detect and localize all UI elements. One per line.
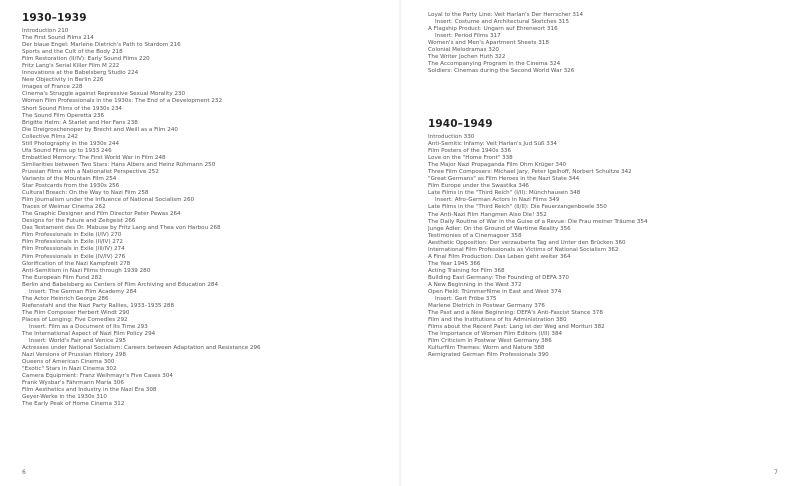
toc-entry: Marlene Dietrich in Postwar Germany 376 (428, 303, 545, 310)
toc-entry: Actresses under National Socialism: Careers between Adaptation and Resistance 296 (22, 345, 261, 352)
toc-entry: The Writer Jochen Huth 322 (428, 54, 506, 61)
toc-entry: The Year 1945 366 (428, 260, 481, 267)
toc-entry: Fritz Lang's Serial Killer Film M 222 (22, 63, 120, 70)
toc-list-1930s (22, 28, 382, 409)
right-toc-continuation (428, 12, 788, 75)
right-page (400, 0, 800, 486)
toc-list-1930s-continued (428, 12, 788, 75)
toc-entry: Soldiers: Cinemas during the Second World War 326 (428, 68, 575, 75)
toc-entry: Junge Adler: On the Ground of Wartime Reality 356 (428, 225, 571, 232)
toc-entry: The First Sound Films 214 (22, 35, 94, 42)
toc-entry: The Major Nazi Propaganda Film Ohm Krüger 340 (428, 162, 567, 169)
right-toc-column (428, 118, 788, 360)
toc-entry: A Flagship Product: Ungarn auf Ehrenwort 316 (428, 26, 558, 33)
toc-entry: Film Europe under the Swastika 346 (428, 183, 529, 190)
toc-entry: Loyal to the Party Line: Veit Harlan's Der Herrscher 314 (428, 12, 584, 18)
toc-entry: Aesthetic Opposition: Der verzauberte Tag and Unter den Brücken 360 (428, 239, 626, 246)
toc-entry: Film and the Institutions of Its Administration 380 (428, 317, 567, 324)
toc-entry: Places of Longing: Five Comedies 292 (22, 316, 128, 323)
toc-entry: Late Films in the "Third Reich" (II/II): Die Feuerzangenbowle 350 (428, 204, 607, 211)
toc-entry: Introduction 210 (22, 28, 69, 34)
toc-entry: Cinema's Struggle against Repressive Sexual Morality 230 (22, 91, 186, 98)
toc-entry: Still Photography in the 1930s 244 (22, 140, 120, 147)
toc-entry: Prussian Films with a Nationalist Perspective 252 (22, 168, 159, 175)
toc-entry: Anti-Semitic Infamy: Veit Harlan's Jud Süß 334 (428, 141, 557, 148)
toc-entry: Berlin and Babelsberg as Centers of Film Archiving and Education 284 (22, 281, 219, 288)
toc-entry: The European Film Fund 282 (22, 274, 102, 281)
toc-entry: Film Criticism in Postwar West Germany 386 (428, 338, 552, 345)
toc-entry: The Actor Heinrich George 286 (22, 295, 109, 302)
toc-insert-entry: Insert: The German Film Academy 284 (29, 288, 137, 295)
toc-entry: Die Dreigroschenoper by Brecht and Weill as a Film 240 (22, 126, 178, 133)
toc-entry: Remigrated German Film Professionals 390 (428, 352, 549, 359)
toc-entry: Colonial Melodramas 320 (428, 47, 499, 54)
toc-entry: Three Film Composers: Michael Jary, Peter Igelhoff, Norbert Schultze 342 (428, 169, 632, 176)
toc-list-1940s (428, 134, 788, 360)
toc-entry: Innovations at the Babelsberg Studio 224 (22, 70, 139, 77)
toc-entry: Love on the "Home Front" 338 (428, 155, 513, 162)
toc-entry: Das Testament des Dr. Mabuse by Fritz Lang and Thea von Harbou 268 (22, 225, 221, 232)
toc-entry: Kulturfilm Themes: Worm and Nature 388 (428, 345, 545, 352)
left-toc-column (22, 12, 382, 409)
toc-entry: Sports and the Cult of the Body 218 (22, 49, 123, 56)
section-heading-1930-1939: 1930–1939 (22, 12, 87, 24)
toc-entry: Der blaue Engel: Marlene Dietrich's Path to Stardom 216 (22, 42, 181, 49)
toc-entry: Camera Equipment: Franz Weihmayr's Five Cases 304 (22, 373, 173, 380)
toc-entry: Frank Wysbar's Fährmann Maria 306 (22, 380, 124, 387)
toc-entry: Nazi Versions of Prussian History 298 (22, 352, 126, 359)
toc-entry: Film Journalism under the Influence of National Socialism 260 (22, 197, 195, 204)
toc-insert-entry: Insert: Film as a Document of Its Time 293 (29, 323, 148, 330)
toc-entry: The Accompanying Program in the Cinema 324 (428, 61, 561, 68)
toc-entry: Film Professionals in Exile (IV/IV) 276 (22, 253, 126, 260)
toc-entry: Testimonies of a Cinemagoer 358 (428, 232, 522, 239)
toc-insert-entry: Insert: Afro-German Actors in Nazi Films 349 (435, 197, 560, 204)
toc-entry: Film Professionals in Exile (II/IV) 272 (22, 239, 123, 246)
toc-entry: The Daily Routine of War in the Guise of a Revue: Die Frau meiner Träume 354 (428, 218, 648, 225)
toc-entry: Acting Training for Film 368 (428, 267, 505, 274)
page-number-right: 7 (774, 469, 778, 476)
toc-entry: "Exotic" Stars in Nazi Cinema 302 (22, 366, 117, 373)
toc-entry: Images of France 228 (22, 84, 83, 91)
toc-entry: Film Restoration (II/IV): Early Sound Films 220 (22, 56, 150, 63)
toc-entry: Film Professionals in Exile (III/IV) 274 (22, 246, 125, 253)
toc-entry: "Great Germans" as Film Heroes in the Nazi State 344 (428, 176, 580, 183)
toc-entry: Riefenstahl and the Nazi Party Rallies, 1933–1935 288 (22, 302, 175, 309)
toc-entry: Film Professionals in Exile (I/IV) 270 (22, 232, 122, 239)
toc-entry: Cultural Breach: On the Way to Nazi Film 258 (22, 190, 149, 197)
toc-entry: The Sound Film Operetta 236 (22, 112, 105, 119)
toc-entry: Short Sound Films of the 1930s 234 (22, 105, 122, 112)
toc-entry: Late Films in the "Third Reich" (I/II): Münchhausen 348 (428, 190, 581, 197)
toc-insert-entry: Insert: Costume and Architectural Sketches 315 (435, 19, 570, 26)
toc-entry: Collective Films 242 (22, 133, 78, 140)
toc-entry: Film Posters of the 1940s 336 (428, 148, 512, 155)
toc-entry: Ufa Sound Films up to 1933 246 (22, 147, 112, 154)
toc-entry: The Importance of Women Film Editors (I/II) 384 (428, 331, 563, 338)
toc-entry: Star Postcards from the 1930s 256 (22, 183, 120, 190)
toc-entry: Geyer-Werke in the 1930s 310 (22, 394, 107, 401)
toc-entry: Brigitte Helm: A Starlet and Her Fans 238 (22, 119, 138, 126)
toc-entry: The Early Peak of Home Cinema 312 (22, 401, 125, 408)
toc-entry: Films about the Recent Past: Lang ist der Weg and Morituri 382 (428, 324, 605, 331)
toc-entry: A New Beginning in the West 372 (428, 281, 522, 288)
toc-entry: The Graphic Designer and Film Director Peter Pewas 264 (22, 211, 181, 218)
toc-entry: Open Field: Trümmerfilme in East and West 374 (428, 289, 562, 296)
toc-entry: New Objectivity in Berlin 226 (22, 77, 104, 84)
toc-entry: Designs for the Future and Zeitgeist 266 (22, 218, 136, 225)
toc-entry: Women's and Men's Apartment Sheets 318 (428, 40, 549, 47)
toc-insert-entry: Insert: World's Fair and Venice 295 (29, 338, 126, 345)
toc-entry: Introduction 330 (428, 134, 475, 140)
toc-entry: Women Film Professionals in the 1930s: The End of a Development 232 (22, 98, 223, 105)
toc-entry: Anti-Semitism in Nazi Films through 1939 280 (22, 267, 151, 274)
page-number-left: 6 (22, 469, 26, 476)
toc-entry: The Past and a New Beginning: DEFA's Anti-Fascist Stance 378 (428, 310, 603, 317)
toc-entry: Variants of the Mountain Film 254 (22, 175, 117, 182)
toc-entry: Similarities between Two Stars: Hans Albers and Heinz Rühmann 250 (22, 161, 216, 168)
section-heading-1940-1949: 1940–1949 (428, 118, 493, 130)
toc-entry: International Film Professionals as Victims of National Socialism 362 (428, 246, 619, 253)
toc-entry: The Anti-Nazi Film Hangmen Also Die! 352 (428, 211, 547, 218)
toc-entry: Building East Germany: The Founding of DEFA 370 (428, 274, 569, 281)
toc-insert-entry: Insert: Period Films 317 (435, 33, 501, 40)
toc-entry: Traces of Weimar Cinema 262 (22, 204, 106, 211)
toc-entry: The Film Composer Herbert Windt 290 (22, 309, 130, 316)
toc-entry: Embattled Memory: The First World War in Film 248 (22, 154, 166, 161)
toc-entry: The International Aspect of Nazi Film Policy 294 (22, 331, 156, 338)
toc-insert-entry: Insert: Gert Fröbe 375 (435, 296, 497, 303)
toc-entry: A Final Film Production: Das Leben geht weiter 364 (428, 253, 571, 260)
toc-entry: Queens of American Cinema 300 (22, 359, 115, 366)
toc-entry: Glorification of the Nazi Kampfzeit 278 (22, 260, 131, 267)
toc-entry: Film Aesthetics and Industry in the Nazi Era 308 (22, 387, 157, 394)
